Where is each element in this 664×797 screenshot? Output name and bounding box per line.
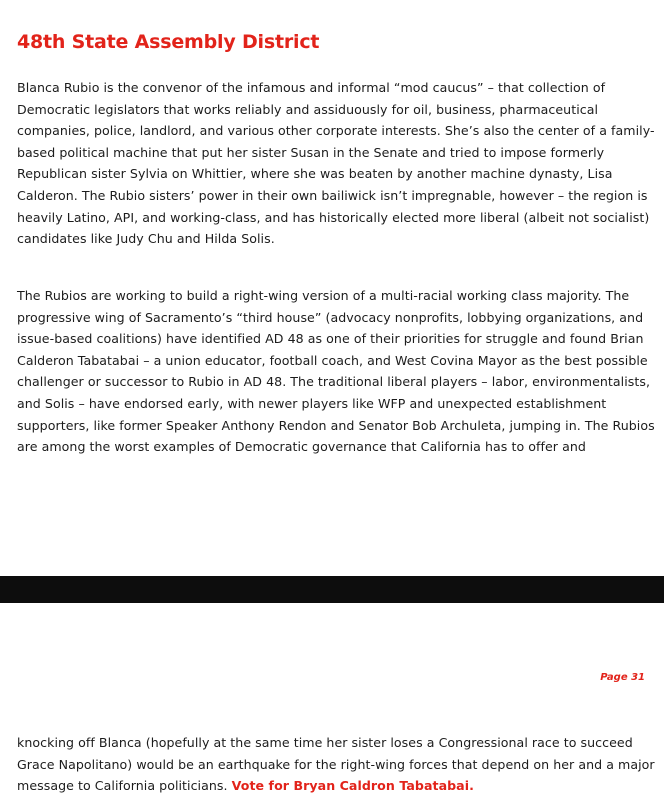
page-number: Page 31 [600,672,645,683]
page-break-bar [0,576,664,603]
vote-callout: Vote for Bryan Caldron Tabatabai. [231,778,474,794]
section-heading: 48th State Assembly District [17,31,320,53]
paragraph-rubio-background: Blanca Rubio is the convenor of the infamous and informal “mod caucus” – that collection of Democratic legislators that works reliably and assiduously for oil, business, pharmaceutical companies, police, landlord, and various other corporate interests. She’s also the center of a family-based political machine that put her sister Susan in the Senate and tried to impose formerly Republican sister Sylvia on Whittier, where she was beaten by another machine dynasty, Lisa Calderon. The Rubio sisters’ power in their own bailiwick isn’t impregnable, however – the region is heavily Latino, API, and working-class, and has historically elected more liberal (albeit not socialist) candidates like Judy Chu and Hilda Solis. [17,80,655,247]
paragraph-rubio-challenger: The Rubios are working to build a right-wing version of a multi-racial working class majority. The progressive wing of Sacramento’s “third house” (advocacy nonprofits, lobbying organizations, and issue-based coalitions) have identified AD 48 as one of their priorities for struggle and found Brian Calderon Tabatabai – a union educator, football coach, and West Covina Mayor as the best possible challenger or successor to Rubio in AD 48. The traditional liberal players – labor, environmentalists, and Solis – have endorsed early, with newer players like WFP and unexpected establishment supporters, like former Speaker Anthony Rendon and Senator Bob Archuleta, jumping in. The Rubios are among the worst examples of Democratic governance that California has to offer and [17,288,655,455]
paragraph-continuation [17,732,657,797]
continuation-text: knocking off Blanca (hopefully at the same time her sister loses a Congressional race to succeed Grace Napolitano) would be an earthquake for the right-wing forces that depend on her and a major message to California politicians. [17,735,655,794]
